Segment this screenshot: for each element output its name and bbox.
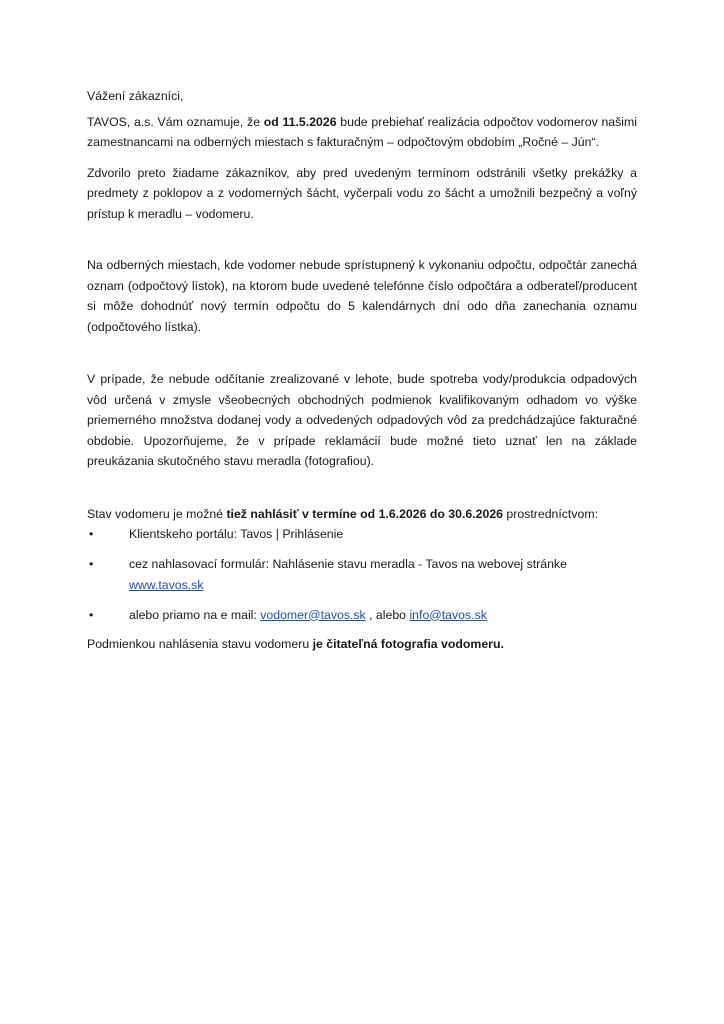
bullet-icon: • — [89, 557, 94, 571]
form-option-text: cez nahlasovací formulár: Nahlásenie stavu meradla - Tavos na webovej stránke — [129, 557, 567, 571]
condition-photo: je čitateľná fotografia vodomeru. — [312, 636, 504, 651]
paragraph-condition — [87, 634, 637, 655]
paragraph-inaccessible-meter: Na odberných miestach, kde vodomer nebude sprístupnený k vykonaniu odpočtu, odpočtár zanechá oznam (odpočtový lístok), na ktorom bude uvedené telefónne číslo odpočtára a odberateľ/producent si môže dohodnúť nový termín odpočtu do 5 kalendárnych dní odo dňa zanechania oznamu (odpočtového lístka). — [87, 258, 637, 334]
announcement-text-end: bude prebiehať realizácia odpočtov vodomerov našimi zamestnancami na odberných miestach s fakturačným – odpočtovým obdobím „Ročné – Jún“. — [87, 114, 638, 149]
email-link-info[interactable]: info@tavos.sk — [409, 607, 487, 622]
paragraph-announcement — [87, 112, 637, 153]
list-item-portal — [87, 524, 637, 545]
paragraph-reporting — [87, 504, 637, 525]
list-item-email — [87, 605, 637, 626]
announcement-text-start: TAVOS, a.s. Vám oznamuje, že — [87, 114, 264, 129]
email-link-vodomer[interactable]: vodomer@tavos.sk — [260, 607, 366, 622]
condition-text-start: Podmienkou nahlásenia stavu vodomeru — [87, 636, 313, 651]
list-item-form — [87, 554, 637, 595]
paragraph-estimation: V prípade, že nebude odčítanie zrealizované v lehote, bude spotreba vody/produkcia odpadových vôd určená v zmysle všeobecných obchodných podmienok kvalifikovaným odhadom vo výške priemerného množstva dodanej vody a odvedených odpadových vôd za predchádzajúce fakturačné obdobie. Upozorňujeme, že v prípade reklamácií bude možné tieto uznať len na základe preukázania skutočného stavu meradla (fotografiou). — [87, 372, 637, 468]
paragraph-request: Zdvorilo preto žiadame zákazníkov, aby pred uvedeným termínom odstránili všetky prekážky a predmety z poklopov a z vodomerných šácht, vyčerpali vodu zo šácht a umožnili bezpečný a voľný prístup k meradlu – vodomeru. — [87, 165, 637, 221]
reporting-period: tiež nahlásiť v termíne od 1.6.2026 do 30.6.2026 — [226, 506, 503, 521]
reporting-text-end: prostredníctvom: — [503, 506, 598, 521]
announcement-date: od 11.5.2026 — [263, 114, 337, 129]
portal-option-text: Klientskeho portálu: Tavos | Prihlásenie — [129, 527, 344, 541]
email-option-text: alebo priamo na e mail: — [129, 607, 261, 622]
bullet-icon: • — [89, 607, 94, 622]
email-separator: , alebo — [365, 607, 410, 622]
website-link[interactable]: www.tavos.sk — [129, 577, 204, 592]
salutation: Vážení zákazníci, — [87, 89, 184, 103]
bullet-icon: • — [89, 527, 94, 541]
reporting-options-list — [87, 524, 637, 625]
reporting-text-start: Stav vodomeru je možné — [87, 506, 227, 521]
